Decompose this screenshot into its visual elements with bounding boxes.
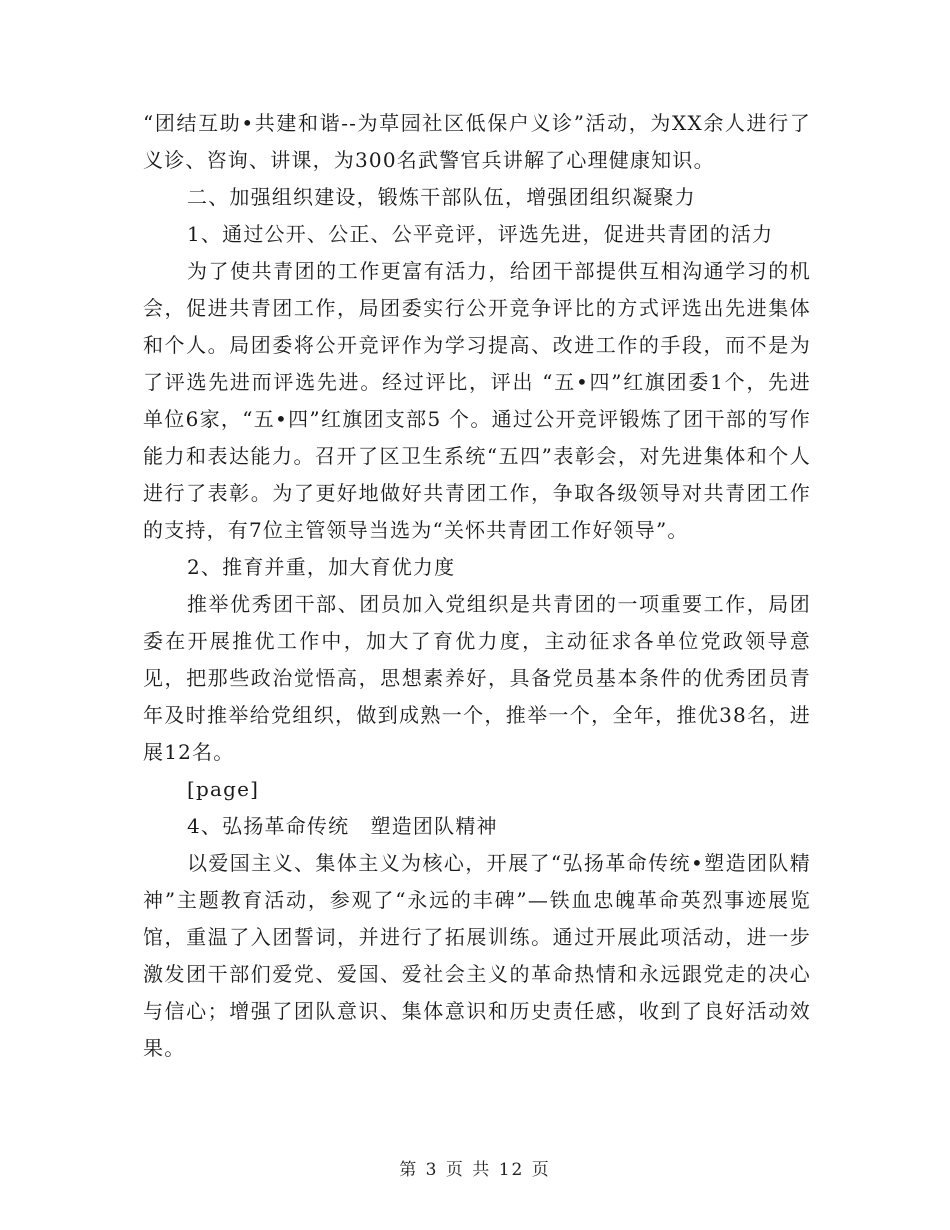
- paragraph-recommend-details: 推举优秀团干部、团员加入党组织是共青团的一项重要工作，局团委在开展推优工作中，加大了育优力度，主动征求各单位党政领导意见，把那些政治觉悟高，思想素养好，具备党员基本条件的优秀团员青年及时推举给党组织，做到成熟一个，推举一个，全年，推优38名，进展12名。: [143, 592, 811, 764]
- page-number-footer: 第 3 页 共 12 页: [399, 1160, 551, 1180]
- section-heading-organization: 二、加强组织建设，锻炼干部队伍，增强团组织凝聚力: [187, 185, 696, 209]
- document-body: [143, 105, 811, 1067]
- page-marker: [page]: [187, 777, 260, 801]
- paragraph-evaluation-details: 为了使共青团的工作更富有活力，给团干部提供互相沟通学习的机会，促进共青团工作，局团委实行公开竞争评比的方式评选出先进集体和个人。局团委将公开竞评作为学习提高、改进工作的手段，而不是为了评选先进而评选先进。经过评比，评出 “五•四”红旗团委1个，先进单位6家，“五•四”红旗团支部5 个。通过公开竞评锻炼了团干部的写作能力和表达能力。召开了区卫生系统“五四”表彰会，对先进集体和个人进行了表彰。为了更好地做好共青团工作，争取各级领导对共青团工作的支持，有7位主管领导当选为“关怀共青团工作好领导”。: [143, 259, 811, 542]
- subheading-revolutionary-tradition: 4、弘扬革命传统 塑造团队精神: [187, 814, 498, 838]
- subheading-public-evaluation: 1、通过公开、公正、公平竞评，评选先进，促进共青团的活力: [187, 222, 774, 246]
- paragraph-tradition-details: 以爱国主义、集体主义为核心，开展了“弘扬革命传统•塑造团队精神”主题教育活动，参观了“永远的丰碑”—铁血忠魄革命英烈事迹展览馆，重温了入团誓词，并进行了拓展训练。通过开展此项活动，进一步激发团干部们爱党、爱国、爱社会主义的革命热情和永远跟党走的决心与信心；增强了团队意识、集体意识和历史责任感，收到了良好活动效果。: [143, 851, 811, 1060]
- paragraph-activity-clinic: “团结互助•共建和谐--为草园社区低保户义诊”活动，为XX余人进行了义诊、咨询、讲课，为300名武警官兵讲解了心理健康知识。: [143, 111, 811, 172]
- subheading-recommend-cultivate: 2、推育并重，加大育优力度: [187, 555, 456, 579]
